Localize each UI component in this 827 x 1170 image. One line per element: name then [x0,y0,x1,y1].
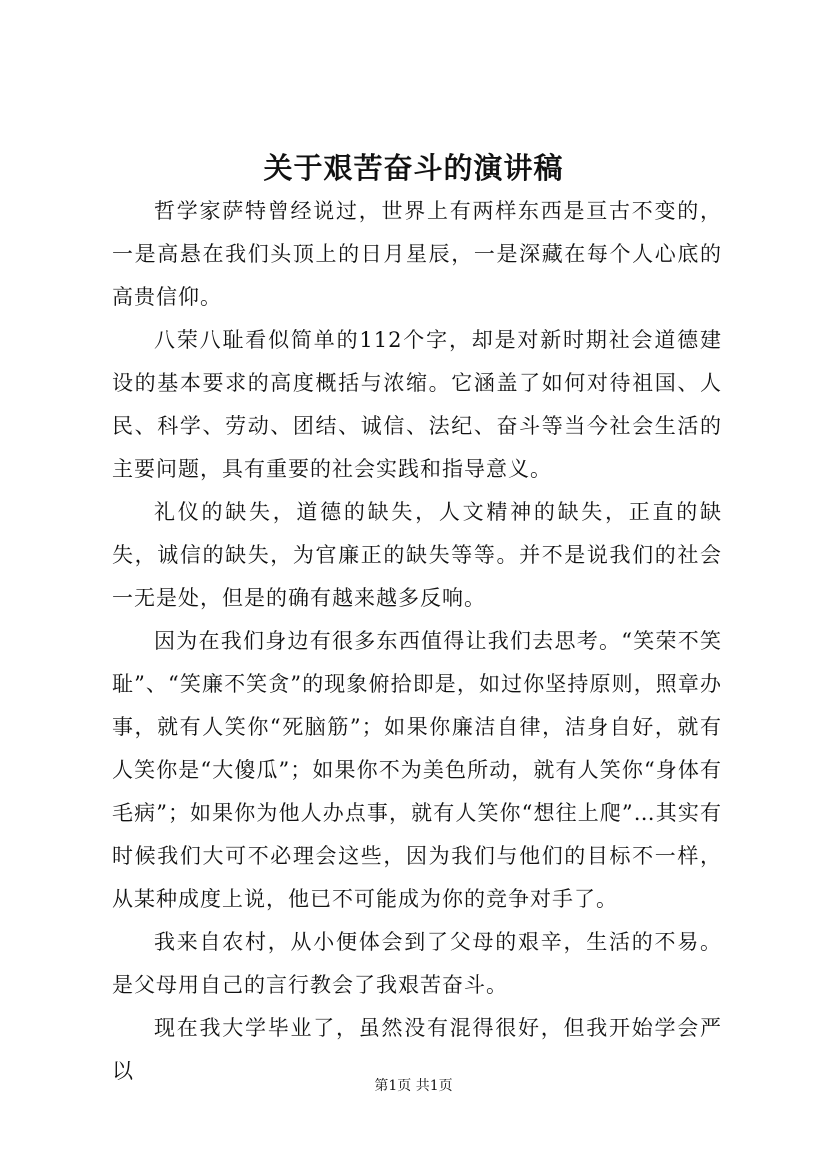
page-footer: 第1页 共1页 [374,1078,453,1094]
paragraph: 我来自农村，从小便体会到了父母的艰辛，生活的不易。是父母用自己的言行教会了我艰苦奋斗。 [112,930,722,997]
paragraph: 哲学家萨特曾经说过，世界上有两样东西是亘古不变的，一是高悬在我们头顶上的日月星辰，一是深藏在每个人心底的高贵信仰。 [112,199,722,309]
paragraph: 现在我大学毕业了，虽然没有混得很好，但我开始学会严以 [112,1016,722,1083]
document-title: 关于艰苦奋斗的演讲稿 [263,151,564,185]
paragraph: 八荣八耻看似简单的112个字，却是对新时期社会道德建设的基本要求的高度概括与浓缩。它涵盖了如何对待祖国、人民、科学、劳动、团结、诚信、法纪、奋斗等当今社会生活的主要问题，具有重要的社会实践和指导意义。 [112,328,722,481]
document-body [112,190,722,1093]
paragraph: 因为在我们身边有很多东西值得让我们去思考。“笑荣不笑耻”、“笑廉不笑贪”的现象俯拾即是，如过你坚持原则，照章办事，就有人笑你“死脑筋”；如果你廉洁自律，洁身自好，就有人笑你是“大傻瓜”；如果你不为美色所动，就有人笑你“身体有毛病”；如果你为他人办点事，就有人笑你“想往上爬”…其实有时候我们大可不必理会这些，因为我们与他们的目标不一样，从某种成度上说，他已不可能成为你的竞争对手了。 [112,629,722,911]
paragraph: 礼仪的缺失，道德的缺失，人文精神的缺失，正直的缺失，诚信的缺失，为官廉正的缺失等等。并不是说我们的社会一无是处，但是的确有越来越多反响。 [112,500,722,610]
